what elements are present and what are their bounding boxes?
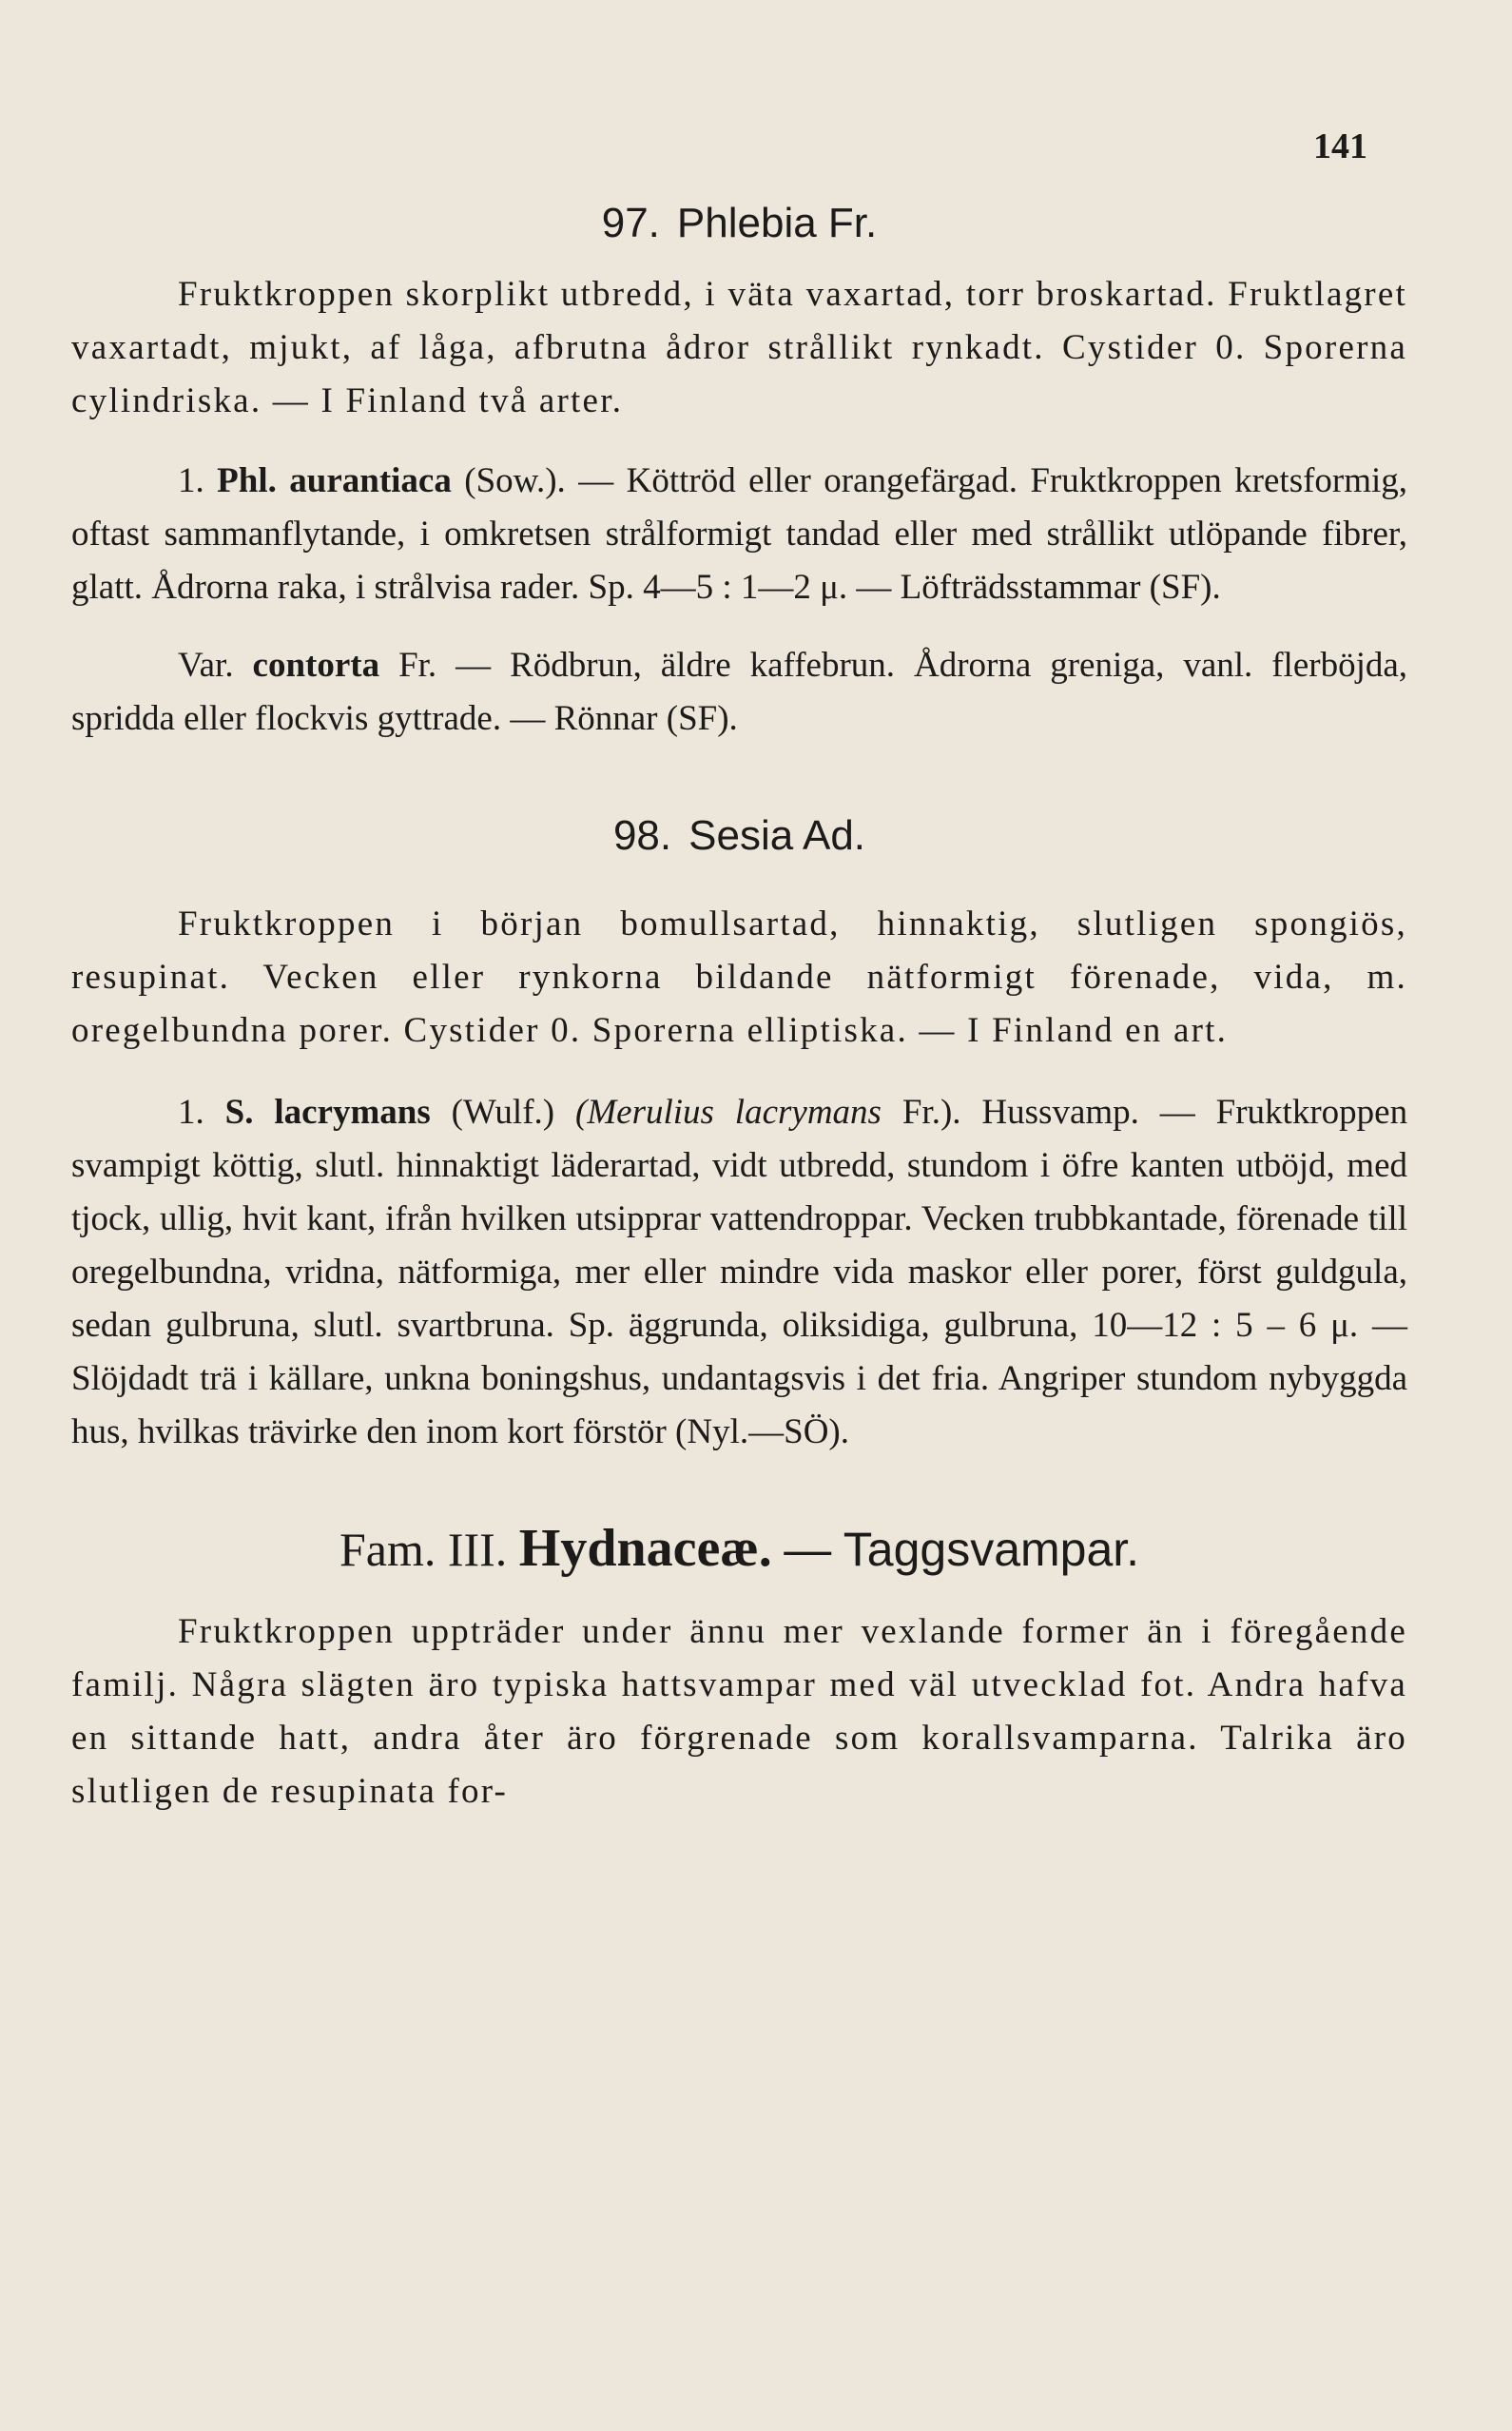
family-separator: — [784, 1523, 832, 1576]
species-entry [71, 455, 1407, 614]
family-swedish-name: Taggsvampar. [843, 1523, 1140, 1576]
family-name: Hydnaceæ. [518, 1519, 772, 1578]
family-prefix: Fam. III. [339, 1523, 508, 1576]
genus-description: Fruktkroppen skorplikt utbredd, i väta vaxartad, torr broskartad. Fruktlagret vaxartadt, mjukt, af låga, afbrutna ådror strållikt rynkadt. Cystider 0. Sporerna cylindriska. — I Finland två arter. [71, 275, 1407, 420]
genus-heading-phlebia [71, 200, 1407, 247]
species-text: Hussvamp. — Fruktkroppen svampigt köttig, slutl. hinnaktigt läderartad, vidt utbredd, stundom i öfre kanten utböjd, med tjock, ullig, hvit kant, ifrån hvilken utsipprar vattendroppar. Vecken trubbkantade, förenade till oregelbundna, vridna, nätformiga, mer eller mindre vida maskor eller porer, först guldgula, sedan gulbruna, slutl. svartbruna. Sp. äggrunda, oliksidiga, gulbruna, 10—12 : 5 – 6 μ. — Slöjdadt trä i källare, unkna boningshus, undantagsvis i det fria. Angriper stundom nybyggda hus, hvilkas trävirke den inom kort förstör (Nyl.—SÖ). [71, 1093, 1408, 1451]
species-index: 1. [178, 461, 204, 500]
variety-name: contorta [252, 646, 380, 685]
family-description: Fruktkroppen uppträder under ännu mer vexlande former än i föregående familj. Några slägten äro typiska hattsvampar med väl utvecklad fot. Andra hafva en sittande hatt, andra åter äro förgrenade som korallsvamparna. Talrika äro slutligen de resupinata for- [71, 1612, 1407, 1811]
species-name: S. lacrymans [224, 1093, 431, 1132]
species-authority: (Wulf.) [451, 1093, 555, 1132]
species-name: Phl. aurantiaca [217, 461, 452, 500]
variety-text: — Rödbrun, äldre kaffebrun. Ådrorna greniga, vanl. flerböjda, spridda eller flockvis gyttrade. — Rönnar (SF). [71, 646, 1408, 738]
genus-description: Fruktkroppen i början bomullsartad, hinnaktig, slutligen spongiös, resupinat. Vecken eller rynkorna bildande nätformigt förenade, vida, m. oregelbundna porer. Cystider 0. Sporerna elliptiska. — I Finland en art. [71, 904, 1407, 1050]
genus-title: Sesia Ad. [688, 812, 866, 859]
page-content [71, 200, 1407, 1818]
species-entry [71, 1086, 1407, 1459]
species-authority: (Sow.). [464, 461, 566, 500]
variety-entry [71, 639, 1407, 746]
genus-heading-sesia [71, 812, 1407, 860]
species-synonym-end: Fr.). [901, 1093, 961, 1132]
genus-title: Phlebia Fr. [676, 200, 878, 246]
variety-prefix: Var. [178, 646, 234, 685]
family-heading [71, 1518, 1407, 1579]
species-synonym: (Merulius lacrymans [575, 1093, 882, 1132]
species-index: 1. [178, 1093, 204, 1132]
genus-number: 98. [612, 812, 672, 859]
genus-number: 97. [601, 200, 660, 246]
species-text: — Köttröd eller orangefärgad. Fruktkroppen kretsformig, oftast sammanflytande, i omkretsen strålformigt tandad eller med strållikt utlöpande fibrer, glatt. Ådrorna raka, i strålvisa rader. Sp. 4—5 : 1—2 μ. — Löfträdsstammar (SF). [71, 461, 1408, 607]
page-number: 141 [1313, 126, 1367, 166]
variety-authority: Fr. [398, 646, 437, 685]
